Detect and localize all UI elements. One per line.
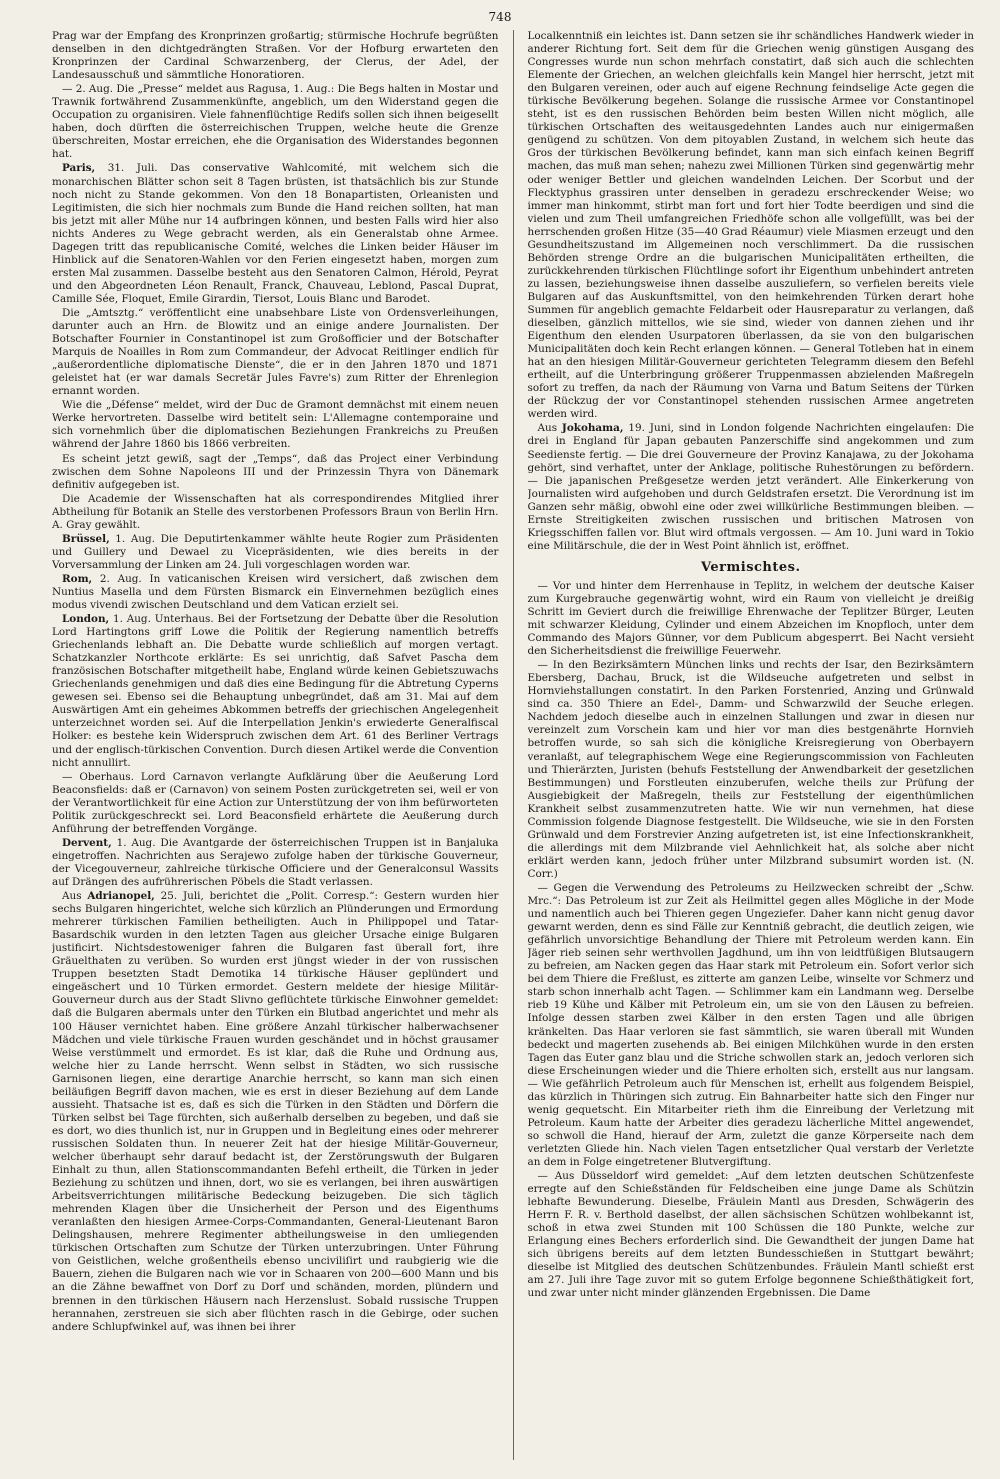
section-heading-vermischtes: Vermischtes. bbox=[700, 559, 801, 575]
article-adrianopel-continued: Localkenntniß ein leichtes ist. Dann setzen sie ihr schändliches Handwerk wieder in anderer Richtung fort. Seit dem für die Griechen wenig günstigen Ausgang des Congresses wurde nun schon mehrfach constatirt, daß sich auch die schlechten Elemente der Griechen, an welchen gleichfalls kein Mangel hier herrscht, jetzt mit den Bulgaren vereinen, oder auch auf eigene Rechnung feindselige Acte gegen die türkische Bevölkerung begehen. Solange die russische Armee vor Constantinopel steht, ist es den russischen Behörden beim besten Willen nicht möglich, alle türkischen Ortschaften des weitausgedehnten Landes auch nur einigermaßen genügend zu schützen. Von dem pitoyablen Zustand, in welchem sich heute das Gros der türkischen Bevölkerung befindet, kann man sich einfach keinen Begriff machen, das muß man sehen; nahezu zwei Millionen Türken sind gegenwärtig mehr oder weniger Bettler und gleichen wandelnden Leichen. Der Scorbut und der Flecktyphus grassiren unter denselben in geradezu erschreckender Weise; wo immer man hinkommt, stirbt man fort und fort hier Todte beerdigen und sind die vielen und zum Theil umfangreichen Friedhöfe schon alle vollgefüllt, was bei der herrschenden großen Hitze (35—40 Grad Réaumur) viele Miasmen erzeugt und den Gesundheitszustand im Allgemeinen noch verschlimmert. Da die russischen Behörden strenge Ordre an die bulgarischen Municipalitäten ertheilten, die zurückkehrenden türkischen Flüchtlinge sofort ihr Eigenthum unbehindert antreten zu lassen, beziehungsweise ihnen dasselbe auszuliefern, so verfielen bereits viele Bulgaren auf das Auskunftsmittel, von den heimkehrenden Türken derart hohe Summen für angeblich gemachte Feldarbeit oder Hausreparatur zu verlangen, daß dieselben, gänzlich mittellos, wie sie sind, wieder von dannen ziehen und ihr Eigenthum den elenden Usurpatoren überlassen, da sie von den bulgarischen Municipalitäten doch kein Recht erlangen können. — General Totleben hat in einem hat an den hiesigen Militär-Gouverneur gerichteten Telegramm diesem den Befehl ertheilt, auf die Unterbringung größerer Truppenmassen abzielenden Maßregeln sofort zu treffen, da nach der Räumung von Varna und Batum Seitens der Türken der Rückzug der vor Constantinopel stehenden russischen Armee angetreten werden wird. bbox=[527, 30, 974, 421]
article-jokohama-body: 19. Juni, sind in London folgende Nachrichten eingelaufen: Die drei in England für Japan gebauten Panzerschiffe sind angekommen und zum Seedienste fertig. — Die drei Gouverneure der Provinz Kanajawa, zu der Jokohama gehört, sind verhaftet, unter der Anklage, politische Ruhestörungen zu befördern. — Die japanischen Preßgesetze werden jetzt verändert. Alle Einkerkerung von Journalisten wird aufgehoben und durch Geldstrafen ersetzt. Die Verordnung ist im Ganzen sehr mäßig, obwohl eine oder zwei willkürliche Bestimmungen bleiben. — Ernste Streitigkeiten zwischen russischen und britischen Matrosen von Kriegsschiffen fallen vor. Blut wird oftmals vergossen. — Am 10. Juni ward in Tokio eine Militärschule, die der in West Point ähnlich ist, eröffnet. bbox=[527, 422, 974, 552]
article-academie: Die Academie der Wissenschaften hat als correspondirendes Mitglied ihrer Abtheilung für Botanik an Stelle des verstorbenen Professors Braun von Berlin Hrn. A. Gray gewählt. bbox=[52, 492, 499, 531]
article-adrianopel-body: 25. Juli, berichtet die „Polit. Corresp.“: Gestern wurden hier sechs Bulgaren hingerichtet, welche sich kürzlich an Plünderungen und Ermordung mehrerer türkischen Familien betheiligten. Auch in Philippopel und Tatar-Basardschik wurden in den letzten Tagen aus gleicher Ursache einige Bulgaren justificirt. Nichtsdestoweniger fahren die Bulgaren fast überall fort, ihre Gräuelthaten zu verüben. So wurden erst jüngst wieder in der von russischen Truppen besetzten Stadt Demotika 14 türkische Häuser geplündert und eingeäschert und 10 Türken ermordet. Gestern meldete der hiesige Militär-Gouverneur durch aus der Stadt Slivno geflüchtete türkische Einwohner gemeldet: daß die Bulgaren abermals unter den Türken ein Blutbad angerichtet und mehr als 100 Häuser vernichtet haben. Eine größere Anzahl türkischer halberwachsener Mädchen und viele türkische Frauen wurden geschändet und in höchst grausamer Weise verstümmelt und ermordet. Es ist klar, daß die Ruhe und Ordnung aus, welche hier zu Lande herrscht. Wenn selbst in Städten, wo sich russische Garnisonen liegen, eine derartige Anarchie herrscht, so kann man sich einen beiläufigen Begriff davon machen, wie es erst in dieser Beziehung auf dem Lande aussieht. Thatsache ist es, daß es sich die Türken in den Städten und Dörfern die Türken selbst bei Tage fürchten, sich außerhalb derselben zu begeben, und daß sie es dort, wo dies thunlich ist, nur in Gruppen und in Begleitung eines oder mehrerer russischen Soldaten thun. In neuerer Zeit hat der hiesige Militär-Gouverneur, welcher überhaupt sehr darauf bedacht ist, der Zerstörungswuth der Bulgaren Einhalt zu thun, allen Stationscommandanten Befehl ertheilt, die Türken in jeder Beziehung zu schützen und ihnen, dort, wo sie es verlangen, bei ihren auswärtigen Arbeitsverrichtungen militärische Bedeckung beizugeben. Die sich täglich mehrenden Klagen über die Unsicherheit der Person und des Eigenthums veranlaßten den hiesigen Armee-Corps-Commandanten, General-Lieutenant Baron Delingshausen, mehrere Regimenter abtheilungsweise in den umliegenden türkischen Ortschaften zum Schutze der Türken unterzubringen. Unter Führung von Geistlichen, welche großentheils ebenso unciviliſirt und raubgierig wie die Bauern, ziehen die Bulgaren nach wie vor in Schaaren von 200—600 Mann und bis an die Zähne bewaffnet von Dorf zu Dorf und schänden, morden, plündern und brennen in den türkischen Häusern nach Herzenslust. Sobald russische Truppen herannahen, zerstreuen sie sich aber flüchten rasch in die Gebirge, oder suchen andere Schlupfwinkel auf, was ihnen bei ihrer bbox=[52, 890, 499, 1333]
article-amtsztg: Die „Amtsztg.“ veröffentlicht eine unabsehbare Liste von Ordensverleihungen, darunter auch an Hrn. de Blowitz und an einige andere Journalisten. Der Botschafter Fournier in Constantinopel ist zum Großofficier und der Botschafter Marquis de Noailles in Rom zum Commandeur, der Advocat Reitlinger endlich für „außerordentliche diplomatische Dienste“, die er in den Jahren 1870 und 1871 geleistet hat (er war damals Secretär Jules Favre's) zum Ritter der Ehrenlegion ernannt worden. bbox=[52, 306, 499, 398]
text-columns bbox=[52, 30, 974, 1460]
page-number: 748 bbox=[488, 10, 512, 24]
article-paris-body: 31. Juli. Das conservative Wahlcomité, mit welchem sich die monarchischen Blätter schon seit 8 Tagen brüsten, ist thatsächlich bis zur Stunde noch nicht zu Stande gekommen. Von den 18 Bonapartisten, Orleanisten und Legitimisten, die sich hier nochmals zum Bunde die Hand reichen sollten, hat man bis jetzt mit aller Mühe nur 14 aufbringen können, und besten Falls wird hier also nichts Anderes zu Wege gebracht werden, als ein Generalstab ohne Armee. Dagegen tritt das republicanische Comité, welches die Linken beider Häuser im Hinblick auf die Senatoren-Wahlen vor den Ferien eingesetzt haben, morgen zum ersten Mal zusammen. Dasselbe besteht aus den Senatoren Calmon, Hérold, Peyrat und den Abgeordneten Léon Renault, Franck, Chauveau, Leblond, Pascal Duprat, Camille Sée, Floquet, Emile Girardin, Tiersot, Louis Blanc und Barodet. bbox=[52, 162, 499, 305]
article-ragusa: — 2. Aug. Die „Presse“ meldet aus Ragusa, 1. Aug.: Die Begs halten in Mostar und Trawnik fortwährend Zusammenkünfte, angeblich, um den Widerstand gegen die Occupation zu organisiren. Viele fahnenflüchtige Redifs sollen sich ihnen beigesellt haben, doch dürften die österreichischen Truppen, welche heute die Grenze überschreiten, Mostar erreichen, ehe die Organisation des Widerstandes begonnen hat. bbox=[52, 83, 499, 161]
article-bruessel bbox=[52, 533, 499, 572]
article-duesseldorf: — Aus Düsseldorf wird gemeldet: „Auf dem letzten deutschen Schützenfeste erregte auf den Schießständen für Feldscheiben eine junge Dame als Schützin lebhafte Bewunderung. Dieselbe, Fräulein Mantl aus Dresden, Schwägerin des Herrn F. R. v. Berthold daselbst, der allen sächsischen Schützen wohlbekannt ist, schoß in etwa zwei Stunden mit 100 Schüssen die 180 Punkte, welche zur Erlangung eines Bechers erforderlich sind. Die Gewandtheit der jungen Dame hat sich übrigens bereits auf dem letzten Bundesschießen in Stuttgart bewährt; dieselbe ist Mitglied des deutschen Schützenbundes. Fräulein Mantl schießt erst am 27. Juli ihre Tage zuvor mit so gutem Erfolge begonnene Schießthätigkeit fort, und zwar unter nicht minder glänzenden Ergebnissen. Die Dame bbox=[527, 1170, 974, 1300]
article-rom bbox=[52, 573, 499, 612]
article-london bbox=[52, 613, 499, 770]
article-dervent-body: 1. Aug. Die Avantgarde der österreichischen Truppen ist in Banjaluka eingetroffen. Nachrichten aus Serajewo zufolge haben der türkische Gouverneur, der Vicegouverneur, zahlreiche türkische Officiere und der Generalconsul Wassits auf Drängen des aufrührerischen Pöbels die Stadt verlassen. bbox=[52, 836, 499, 888]
column-divider bbox=[513, 30, 514, 1460]
dateline-jokohama: Jokohama, bbox=[561, 422, 624, 435]
article-temps: Es scheint jetzt gewiß, sagt der „Temps“, daß das Project einer Verbindung zwischen dem Sohne Napoleons III und der Prinzessin Thyra von Dänemark definitiv aufgegeben ist. bbox=[52, 452, 499, 491]
article-paris bbox=[52, 162, 499, 306]
article-bruessel-body: 1. Aug. Die Deputirtenkammer wählte heute Rogier zum Präsidenten und Guillery und Dewael zu Vicepräsidenten, wie dies bereits in der Vorversammlung der Linken am 24. Juli vorgeschlagen worden war. bbox=[52, 532, 499, 571]
article-prag: Prag war der Empfang des Kronprinzen großartig; stürmische Hochrufe begrüßten denselben in den dichtgedrängten Straßen. Vor der Hofburg erwarteten den Kronprinzen der Cardinal Schwarzenberg, der Clerus, der Adel, der Landesausschuß und sämmtliche Honoratioren. bbox=[52, 30, 499, 82]
article-defense: Wie die „Défense“ meldet, wird der Duc de Gramont demnächst mit einem neuen Werke hervortreten. Dasselbe wird betitelt sein: L'Allemagne contemporaine und sich vornehmlich über die diplomatischen Beziehungen Frankreichs zu Preußen während der Jahre 1860 bis 1866 verbreiten. bbox=[52, 399, 499, 451]
dateline-rom: Rom, bbox=[62, 572, 93, 585]
dateline-dervent: Dervent, bbox=[62, 836, 112, 849]
article-oberhaus: — Oberhaus. Lord Carnavon verlangte Aufklärung über die Aeußerung Lord Beaconsfields: daß er (Carnavon) von seinem Posten zurückgetreten sei, weil er von der Verantwortlichkeit für eine Action zur Unterstützung der von ihm befürworteten Politik zurückgeschreckt sei. Lord Beaconsfield erhärtete die Aeußerung durch Anführung der betreffenden Vorgänge. bbox=[52, 770, 499, 835]
left-column bbox=[52, 30, 499, 1460]
dateline-paris: Paris, bbox=[62, 162, 96, 175]
article-wildseuche: — In den Bezirksämtern München links und rechts der Isar, den Bezirksämtern Ebersberg, Dachau, Bruck, ist die Wildseuche aufgetreten und selbst in Hornviehstallungen constatirt. In den Parken Forstenried, Anzing und Grünwald sind ca. 350 Thiere an Edel-, Damm- und Schwarzwild der Seuche erlegen. Nachdem jedoch dieselbe auch in einzelnen Stallungen und zwar in diesen nur vereinzelt zum Vorschein kam und hier vor man dies bestgenährte Hornvieh betroffen wurde, so sah sich die königliche Kreisregierung von Oberbayern veranlaßt, auf telegraphischem Wege eine Regierungscommission von Fachleuten und Thierärzten, Juristen (behufs Feststellung der Anwendbarkeit der gesetzlichen Bestimmungen) und Forstleuten einzuberufen, welche theils zur Prüfung der Ausgiebigkeit der Maßregeln, theils zur Feststellung der eigenthümlichen Krankheit selbst zusammenzutreten hatte. Wie wir nun vernehmen, hat diese Commission folgende Diagnose festgestellt. Die Wildseuche, wie sie in den Forsten Grünwald und dem Forstrevier Anzing aufgetreten ist, ist eine Infectionskrankheit, die allerdings mit dem Milzbrande viel Aehnlichkeit hat, als solche aber nicht erklärt werden kann, jedoch früher unter Milzbrand subsumirt worden ist. (N. Corr.) bbox=[527, 659, 974, 880]
right-column bbox=[528, 30, 975, 1460]
dateline-bruessel: Brüssel, bbox=[62, 532, 110, 545]
article-jokohama-pre: Aus bbox=[537, 422, 562, 435]
article-dervent bbox=[52, 837, 499, 889]
article-london-body: 1. Aug. Unterhaus. Bei der Fortsetzung der Debatte über die Resolution Lord Hartingtons griff Lowe die Politik der Regierung namentlich betreffs Griechenlands lebhaft an. Die Debatte wurde schließlich auf morgen vertagt. Schatzkanzler Northcote erklärte: Es sei unrichtig, daß Safvet Pascha dem französischen Botschafter mitgetheilt habe, England würde keinen Gebietszuwachs Griechenlands genehmigen und daß dies eine Bedingung für die Abtretung Cyperns gewesen sei. Ebenso sei die Behauptung unbegründet, daß am 31. Mai auf dem Auswärtigen Amt ein geheimes Abkommen betreffs der griechischen Angelegenheit unterzeichnet worden sei. Auf die Interpellation Jenkin's erwiederte Generalfiscal Holker: es bestehe kein Widerspruch zwischen dem Art. 61 des Berliner Vertrags und der englisch-türkischen Convention. Durch diesen Artikel werde die Convention nicht annullirt. bbox=[52, 613, 499, 769]
article-petroleum: — Gegen die Verwendung des Petroleums zu Heilzwecken schreibt der „Schw. Mrc.“: Das Petroleum ist zur Zeit als Heilmittel gegen alles Mögliche in der Mode und namentlich auch bei Thieren gegen Ungeziefer. Daher kann nicht genug davor gewarnt werden, denn es sind Fälle zur Kenntniß gebracht, die deutlich zeigen, wie gefährlich unvorsichtige Behandlung der Thiere mit Petroleum werden kann. Ein Jäger rieb seinen sehr werthvollen Jagdhund, um ihn von leidtfüßigen Blutsaugern zu befreien, am Nacken gegen das Haar stark mit Petroleum ein. Sofort verlor sich bei dem Thiere die Freßlust, es zitterte am ganzen Leibe, winselte vor Schmerz und starb schon innerhalb acht Tagen. — Schlimmer kam ein Landmann weg. Derselbe rieb 19 Kühe und Kälber mit Petroleum ein, um sie von den Läusen zu befreien. Infolge dessen starben zwei Kälber in den ersten Tagen und alle übrigen kränkelten. Das Haar verloren sie fast sämmtlich, sie waren überall mit Wunden bedeckt und magerten zusehends ab. Bei einigen Milchkühen wurde in den ersten Tagen das Euter ganz blau und die Striche schwollen stark an, jedoch verloren sich diese Erscheinungen wieder und die Thiere erholten sich, erstellt aus nur langsam. — Wie gefährlich Petroleum auch für Menschen ist, erhellt aus folgendem Beispiel, das kürzlich in Thüringen sich zutrug. Ein Bahnarbeiter hatte sich den Finger nur wenig gequetscht. Ein Mitarbeiter rieth ihm die Einreibung der Verletzung mit Petroleum. Kaum hatte der Arbeiter dies geradezu lächerliche Mittel angewendet, so schwoll die Hand, hierauf der Arm, zuletzt die ganze Körperseite nach dem verletzten Gliede hin. Nach vielen Tagen entsetzlicher Qual verstarb der Verletzte an dem in Folge eingetretener Blutvergiftung. bbox=[527, 882, 974, 1168]
article-adrianopel-pre: Aus bbox=[62, 890, 88, 903]
article-teplitz: — Vor und hinter dem Herrenhause in Teplitz, in welchem der deutsche Kaiser zum Kurgebrauche gegenwärtig wohnt, wird ein Raum von vielleicht je dreißig Schritt im Geviert durch die freiwillige Ehrenwache der Teplitzer Bürger, Leuten mit schwarzer Kleidung, Cylinder und einem Abzeichen im Knopfloch, unter dem Commando des Majors Günner, vor dem Publicum abgesperrt. Bei Nacht versieht den Sicherheitsdienst die freiwillige Feuerwehr. bbox=[527, 579, 974, 658]
article-jokohama bbox=[528, 422, 975, 552]
article-rom-body: 2. Aug. In vaticanischen Kreisen wird versichert, daß zwischen dem Nuntius Masella und dem Fürsten Bismarck ein Einvernehmen bezüglich eines modus vivendi zwischen Deutschland und dem Vatican erzielt sei. bbox=[52, 572, 499, 612]
article-adrianopel bbox=[52, 890, 499, 1334]
dateline-adrianopel: Adrianopel, bbox=[87, 890, 155, 903]
dateline-london: London, bbox=[62, 613, 110, 626]
